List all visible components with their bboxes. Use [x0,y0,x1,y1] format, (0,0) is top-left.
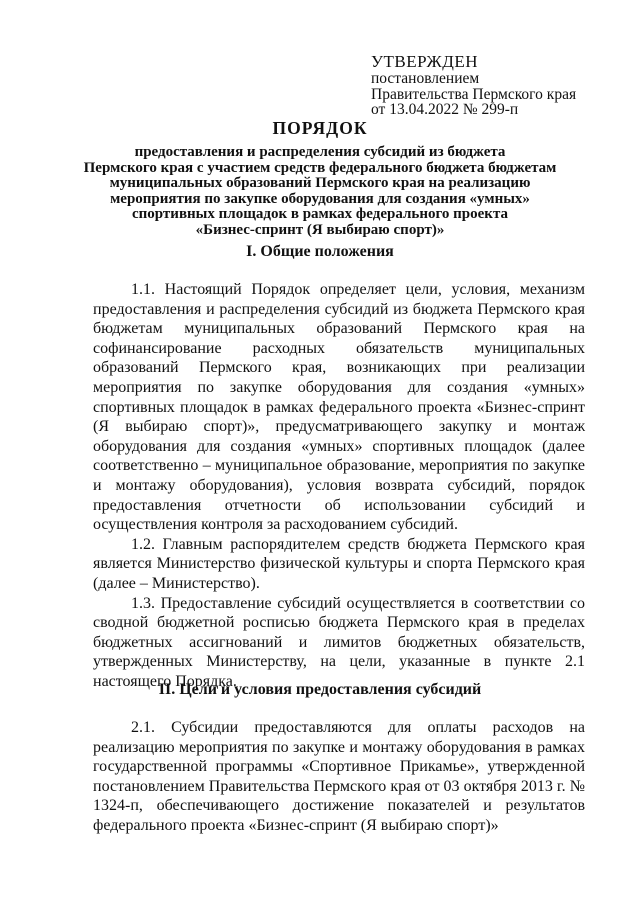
paragraph: 1.1. Настоящий Порядок определяет цели, условия, механизм предоставления и распределения субсидий из бюджета Пермского края бюджетам муниципальных образований Пермского края на софинансирование расходных обязательств муниципальных образований Пермского края, возникающих при реализации мероприятия по закупке оборудования для создания «умных» спортивных площадок в рамках федерального проекта «Бизнес-спринт (Я выбираю спорт)», предусматривающего закупку и монтаж оборудования для создания «умных» спортивных площадок (далее соответственно – муниципальное образование, мероприятия по закупке и монтажу оборудования), условия возврата субсидий, порядок предоставления отчетности об использовании субсидий и осуществления контроля за расходованием субсидий. [93,281,585,534]
approval-title: УТВЕРЖДЕН [371,52,478,71]
document-title: ПОРЯДОК [272,118,368,138]
approval-line: постановлением [371,70,480,87]
section-heading: II. Цели и условия предоставления субсидий [158,681,482,698]
document-subtitle-line: муниципальных образований Пермского края на реализацию [109,175,531,192]
document-subtitle-line: предоставления и распределения субсидий из бюджета [134,144,506,160]
document-subtitle-line: спортивных площадок в рамках федерального проекта [131,206,508,223]
document-title-block [60,117,580,239]
document-subtitle-line: «Бизнес-спринт (Я выбираю спорт)» [195,221,445,238]
document-subtitle-line: Пермского края с участием средств федерального бюджета бюджетам [83,159,557,176]
section-body [93,280,585,691]
section-heading: I. Общие положения [246,243,394,260]
paragraph: 1.2. Главным распорядителем средств бюджета Пермского края является Министерство физической культуры и спорта Пермского края (далее – Министерство). [93,535,585,592]
approval-stamp [371,53,576,118]
paragraph: 1.3. Предоставление субсидий осуществляется в соответствии со сводной бюджетной росписью бюджета Пермского края в пределах бюджетных ассигнований и лимитов бюджетных обязательств, утвержденных Министерству, на цели, указанные в пункте 2.1 настоящего Порядка. [93,594,585,690]
approval-line: Правительства Пермского края [371,85,577,103]
section-body [93,718,585,836]
paragraph: 2.1. Субсидии предоставляются для оплаты расходов на реализацию мероприятия по закупке и монтажу оборудования в рамках государственной программы «Спортивное Прикамье», утвержденной постановлением Правительства Пермского края от 03 октября 2013 г. № 1324-п, обеспечивающего достижение показателей и результатов федерального проекта «Бизнес-спринт (Я выбираю спорт)» [93,719,585,834]
document-subtitle-line: мероприятия по закупке оборудования для создания «умных» [110,190,530,207]
approval-line: от 13.04.2022 № 299-п [371,101,519,118]
